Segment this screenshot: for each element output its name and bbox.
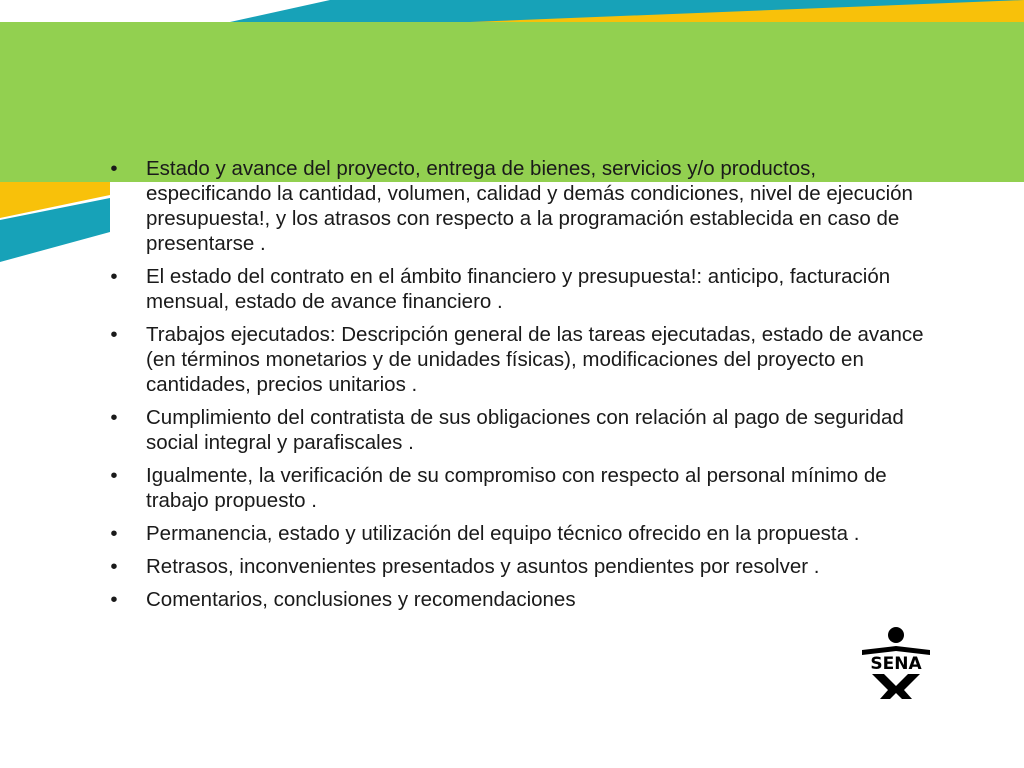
bullet-text: Cumplimiento del contratista de sus obligaciones con relación al pago de seguridad social integral y parafiscales . — [146, 406, 904, 454]
bullet-item — [104, 587, 924, 612]
bullet-text: El estado del contrato en el ámbito financiero y presupuesta!: anticipo, facturación mensual, estado de avance financiero . — [146, 265, 891, 313]
bullet-marker: • — [110, 265, 118, 288]
bullet-item — [104, 521, 924, 546]
bullet-text: Trabajos ejecutados: Descripción general de las tareas ejecutadas, estado de avance (en términos monetarios y de unidades físicas), modificaciones del proyecto en cantidades, precios unitarios . — [146, 323, 924, 396]
bullet-item — [104, 322, 924, 397]
bullet-item — [104, 554, 924, 579]
sena-logo-text: SENA — [870, 654, 922, 674]
bullet-text: Estado y avance del proyecto, entrega de bienes, servicios y/o productos, especificando la cantidad, volumen, calidad y demás condiciones, nivel de ejecución presupuesta!, y los atrasos con respecto a la programación establecida en caso de presentarse . — [146, 157, 913, 255]
bullet-item — [104, 405, 924, 455]
bullet-text: Retrasos, inconvenientes presentados y asuntos pendientes por resolver . — [146, 555, 820, 578]
bullet-item — [104, 264, 924, 314]
bullet-marker: • — [110, 555, 118, 578]
bullet-text: Igualmente, la verificación de su compromiso con respecto al personal mínimo de trabajo propuesto . — [146, 464, 887, 512]
bullet-text: Permanencia, estado y utilización del equipo técnico ofrecido en la propuesta . — [146, 522, 860, 545]
bullet-marker: • — [110, 323, 118, 346]
bullet-marker: • — [110, 522, 118, 545]
sena-logo — [856, 626, 936, 700]
bullet-marker: • — [110, 406, 118, 429]
bullet-marker: • — [110, 157, 118, 180]
bullet-item — [104, 463, 924, 513]
bullet-marker: • — [110, 588, 118, 611]
bullet-item — [104, 156, 924, 256]
bullet-text: Comentarios, conclusiones y recomendaciones — [146, 588, 576, 611]
bullet-marker: • — [110, 464, 118, 487]
bullet-list — [104, 156, 924, 620]
